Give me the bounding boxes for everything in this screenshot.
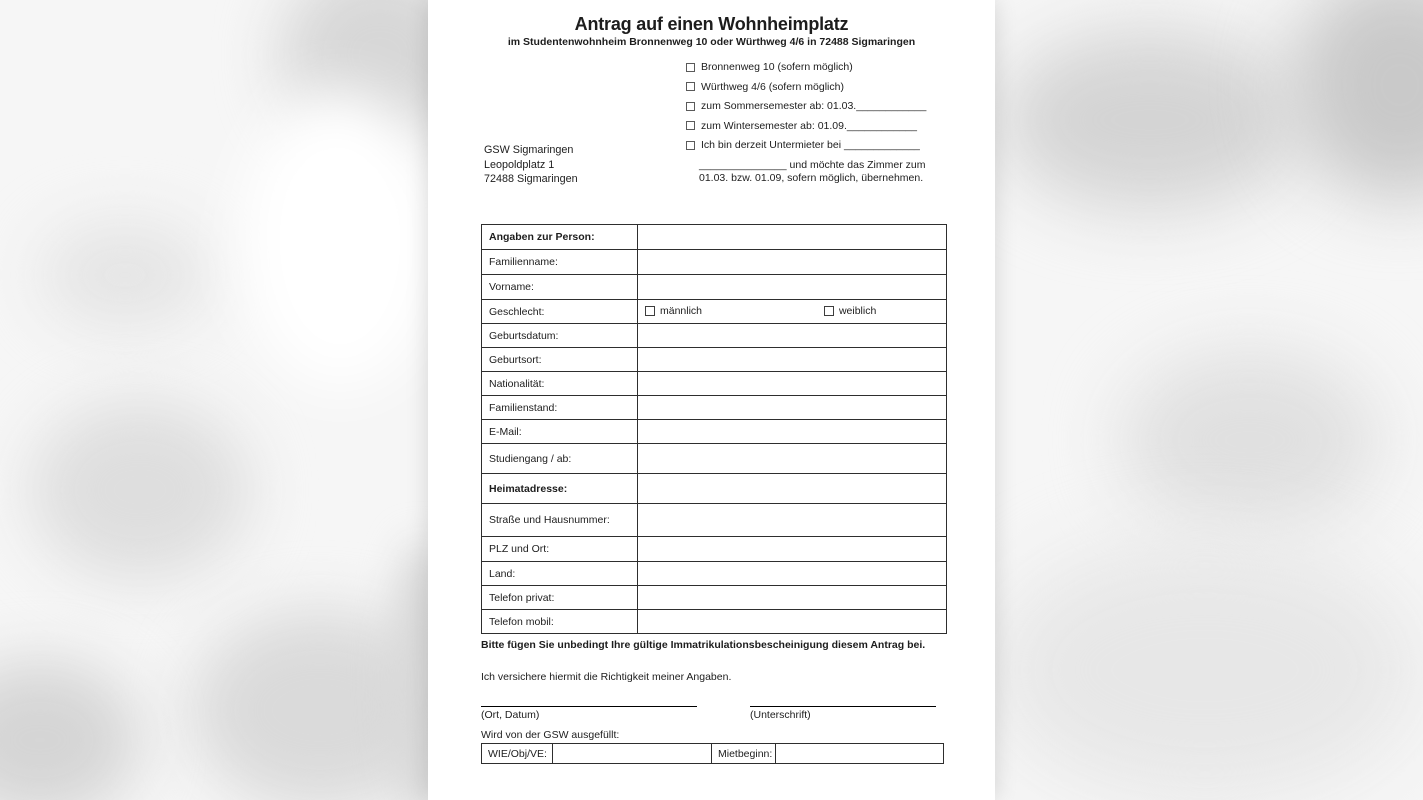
table-row-land [482,562,947,586]
row-label: Geburtsort: [482,348,638,372]
row-label: Familienstand: [482,396,638,420]
table-row-strasse [482,504,947,537]
table-row-geburtsdatum [482,324,947,348]
option-wintersemester[interactable] [686,120,926,132]
form-document [428,0,995,800]
row-label: Geschlecht: [482,300,638,324]
table-row-geschlecht [482,300,947,324]
table-row-section-person [482,225,947,250]
office-field2-label: Mietbeginn: [712,744,776,764]
checkbox-option-maennlich[interactable] [645,305,702,317]
backdrop-blob [1290,0,1423,200]
checkbox-maennlich-icon[interactable] [645,306,655,316]
table-row-email [482,420,947,444]
option-sommersemester-label: zum Sommersemester ab: 01.03.____________ [701,100,927,112]
backdrop-blob [990,540,1420,800]
sender-address-line: GSW Sigmaringen [484,144,574,156]
option-untermieter-label: Ich bin derzeit Untermieter bei _____________ [701,139,920,151]
option-sommersemester[interactable] [686,100,926,112]
table-row-vorname [482,275,947,300]
input-cell-geburtsort[interactable] [638,348,947,372]
table-row-nationalitaet [482,372,947,396]
form-title: Antrag auf einen Wohnheimplatz [574,14,849,34]
row-label: PLZ und Ort: [482,537,638,562]
row-label: Studiengang / ab: [482,444,638,474]
table-row-studiengang [482,444,947,474]
checkbox-maennlich-label: männlich [660,304,703,317]
sender-address [484,143,578,187]
table-row-familienname [482,250,947,275]
checkbox-wintersemester-icon[interactable] [686,121,695,130]
table-row-section-heimatadresse [482,474,947,504]
table-row-plz-ort [482,537,947,562]
office-use-heading: Wird von der GSW ausgefüllt: [481,729,620,741]
option-bronnenweg-10[interactable] [686,61,926,73]
input-cell-nationalitaet[interactable] [638,372,947,396]
row-label: Telefon mobil: [482,610,638,634]
form-subtitle: im Studentenwohnheim Bronnenweg 10 oder Würthweg 4/6 in 72488 Sigmaringen [507,36,916,48]
checkbox-option-weiblich[interactable] [824,305,876,317]
table-row-telefon-privat [482,586,947,610]
option-wuerthweg-label: Würthweg 4/6 (sofern möglich) [701,80,844,93]
declaration-text: Ich versichere hiermit die Richtigkeit meiner Angaben. [481,671,732,683]
table-row-telefon-mobil [482,610,947,634]
checkbox-sommersemester-icon[interactable] [686,102,695,111]
input-cell-email[interactable] [638,420,947,444]
input-cell-telefon-mobil[interactable] [638,610,947,634]
signature-line-ort-datum[interactable] [481,706,697,707]
row-label: Nationalität: [482,372,638,396]
backdrop-blob [0,660,140,800]
input-cell-geburtsdatum[interactable] [638,324,947,348]
office-use-row [482,744,944,764]
sender-address-line: 72488 Sigmaringen [484,173,578,186]
office-field1-input-cell[interactable] [553,744,712,764]
input-cell-telefon-privat[interactable] [638,586,947,610]
attachment-note: Bitte fügen Sie unbedingt Ihre gültige Immatrikulationsbescheinigung diesem Antrag bei. [481,639,926,651]
section-person-empty-cell [638,225,947,250]
backdrop-blob [30,400,250,580]
section-heimatadresse-empty-cell [638,474,947,504]
row-label: Angaben zur Person: [482,225,638,250]
input-cell-strasse[interactable] [638,504,947,537]
gender-cell [638,300,947,324]
checkbox-weiblich-icon[interactable] [824,306,834,316]
checkbox-wuerthweg-icon[interactable] [686,82,695,91]
option-wuerthweg[interactable] [686,81,926,93]
office-use-table [481,743,944,764]
input-cell-familienname[interactable] [638,250,947,275]
signature-line-unterschrift[interactable] [750,706,936,707]
signature-caption-unterschrift: (Unterschrift) [750,709,811,721]
checkbox-weiblich-label: weiblich [838,304,877,317]
backdrop-blob [1120,350,1380,530]
table-row-geburtsort [482,348,947,372]
office-field1-label: WIE/Obj/VE: [482,744,553,764]
row-label: Straße und Hausnummer: [482,504,638,537]
table-row-familienstand [482,396,947,420]
option-wintersemester-label: zum Wintersemester ab: 01.09.____________ [701,119,917,132]
person-data-table [481,224,947,634]
row-label: Vorname: [482,275,638,300]
housing-options [686,61,926,186]
option-bronnenweg-10-label: Bronnenweg 10 (sofern möglich) [701,61,853,73]
checkbox-bronnenweg-10-icon[interactable] [686,63,695,72]
backdrop-blob [1000,30,1300,210]
row-label: Geburtsdatum: [482,324,638,348]
checkbox-untermieter-icon[interactable] [686,141,695,150]
option-untermieter-line3: 01.03. bzw. 01.09, sofern möglich, übernehmen. [699,172,924,184]
row-label: Telefon privat: [482,586,638,610]
backdrop-blob [40,220,210,330]
sender-address-line: Leopoldplatz 1 [484,158,555,171]
row-label: E-Mail: [482,420,638,444]
row-label: Familienname: [482,250,638,275]
backdrop-blob [240,90,440,390]
input-cell-studiengang[interactable] [638,444,947,474]
signature-caption-ort-datum: (Ort, Datum) [481,709,540,721]
input-cell-plz-ort[interactable] [638,537,947,562]
row-label: Heimatadresse: [482,474,638,504]
option-untermieter[interactable] [686,139,926,151]
input-cell-land[interactable] [638,562,947,586]
input-cell-familienstand[interactable] [638,396,947,420]
row-label: Land: [482,562,638,586]
office-field2-input-cell[interactable] [776,744,944,764]
input-cell-vorname[interactable] [638,275,947,300]
option-untermieter-line2: _______________ und möchte das Zimmer zum [699,158,926,171]
